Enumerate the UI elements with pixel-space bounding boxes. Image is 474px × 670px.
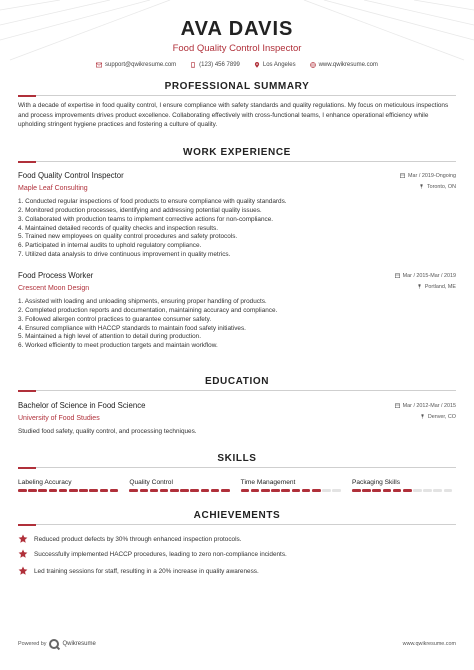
- skill-level-segment: [38, 489, 47, 492]
- list-item: 1. Assisted with loading and unloading shipments, ensuring proper handling of products.: [18, 298, 267, 305]
- skill-name: Labeling Accuracy: [18, 479, 72, 486]
- list-item: 6. Worked efficiently to meet production targets and maintain workflow.: [18, 342, 218, 350]
- skill-level-segment: [140, 489, 149, 492]
- skill-level-segment: [393, 489, 402, 492]
- candidate-role: Food Quality Control Inspector: [172, 43, 302, 54]
- job-bullets: [18, 198, 456, 260]
- skill-level-segment: [332, 489, 341, 492]
- skill-level-segment: [383, 489, 392, 492]
- job-entry-2: [18, 271, 456, 351]
- star-badge-icon: [18, 566, 28, 576]
- qwikresume-logo-icon: [49, 639, 59, 649]
- job-dates: Mar / 2015-Mar / 2019: [402, 273, 456, 279]
- job-bullets: [18, 298, 456, 351]
- phone-icon: [190, 62, 196, 68]
- job-meta: [395, 271, 456, 293]
- skill-level-bar: [241, 489, 345, 492]
- powered-by-label: Powered by: [18, 641, 47, 647]
- job-entry-1: [18, 171, 456, 260]
- page-footer: [18, 639, 456, 649]
- list-item: 5. Trained new employees on quality control procedures and safety protocols.: [18, 233, 238, 241]
- skill-level-segment: [423, 489, 432, 492]
- skill-level-bar: [18, 489, 122, 492]
- job-location: Toronto, ON: [426, 184, 456, 190]
- job-title: Food Quality Control Inspector: [18, 171, 124, 180]
- contact-email-text: support@qwikresume.com: [105, 62, 177, 68]
- skill-level-segment: [59, 489, 68, 492]
- globe-icon: [310, 62, 316, 68]
- education-rule: [18, 390, 456, 391]
- footer-website[interactable]: www.qwikresume.com: [402, 641, 456, 647]
- list-item: 1. Conducted regular inspections of food products to ensure compliance with quality standards.: [18, 198, 287, 205]
- achievement-item: [18, 566, 456, 576]
- calendar-icon: [400, 173, 405, 178]
- achievement-text: Led training sessions for staff, resulting in a 20% increase in quality awareness.: [34, 567, 259, 575]
- skill-level-segment: [160, 489, 169, 492]
- education-heading: EDUCATION: [204, 376, 270, 387]
- skill-level-segment: [261, 489, 270, 492]
- skill-level-segment: [251, 489, 260, 492]
- skill-level-segment: [221, 489, 230, 492]
- experience-rule: [18, 161, 456, 162]
- skill-item: [352, 479, 456, 492]
- skill-level-segment: [433, 489, 442, 492]
- map-pin-icon: [254, 62, 260, 68]
- list-item: 5. Maintained a high level of attention to detail during production.: [18, 333, 201, 341]
- job-title: Food Process Worker: [18, 271, 94, 280]
- education-description: Studied food safety, quality control, and processing techniques.: [18, 428, 197, 435]
- education-degree: Bachelor of Science in Food Science: [18, 401, 146, 410]
- skill-level-segment: [444, 489, 453, 492]
- skill-name: Quality Control: [129, 479, 173, 486]
- skill-level-segment: [413, 489, 422, 492]
- candidate-name: AVA DAVIS: [180, 18, 294, 40]
- brand-name: Qwikresume: [62, 641, 96, 647]
- list-item: 4. Ensured compliance with HACCP standards to maintain food safety initiatives.: [18, 324, 246, 332]
- skill-level-segment: [403, 489, 412, 492]
- skill-level-bar: [352, 489, 456, 492]
- skill-level-segment: [190, 489, 199, 492]
- summary-text: With a decade of expertise in food quality control, I ensure compliance with safety standards and quality regulations. My focus on meticulous inspections and process improvements drives product excellence. Collaborating effectively with cross-functional teams, I enhance operational efficiency while upholding stringent hygiene practices and fostering a culture of quality.: [18, 102, 449, 128]
- education-dates: Mar / 2012-Mar / 2015: [402, 403, 456, 409]
- skill-level-segment: [150, 489, 159, 492]
- pin-icon: [419, 184, 424, 189]
- skill-level-segment: [292, 489, 301, 492]
- education-school: University of Food Studies: [18, 415, 100, 422]
- contact-phone[interactable]: [190, 62, 240, 68]
- achievement-text: Successfully implemented HACCP procedures, leading to zero non-compliance incidents.: [34, 550, 287, 558]
- list-item: 6. Participated in internal audits to uphold regulatory compliance.: [18, 242, 202, 250]
- calendar-icon: [395, 403, 400, 408]
- skill-level-segment: [28, 489, 37, 492]
- skill-level-segment: [201, 489, 210, 492]
- envelope-icon: [96, 62, 102, 68]
- skill-level-segment: [110, 489, 119, 492]
- skill-name: Time Management: [240, 479, 296, 486]
- skill-level-segment: [372, 489, 381, 492]
- summary-rule: [18, 95, 456, 96]
- skill-level-segment: [352, 489, 361, 492]
- achievement-item: [18, 534, 456, 544]
- experience-heading: WORK EXPERIENCE: [183, 147, 291, 158]
- list-item: 4. Maintained detailed records of quality checks and inspection results.: [18, 224, 218, 232]
- contact-location-text: Los Angeles: [262, 62, 296, 68]
- skill-level-segment: [79, 489, 88, 492]
- skill-level-segment: [18, 489, 27, 492]
- skill-level-segment: [69, 489, 78, 492]
- resume-header: [0, 18, 474, 68]
- skill-level-segment: [302, 489, 311, 492]
- calendar-icon: [395, 273, 400, 278]
- skill-name: Packaging Skills: [351, 479, 400, 486]
- star-badge-icon: [18, 534, 28, 544]
- list-item: 2. Monitored production processes, identifying and addressing potential quality issues.: [18, 206, 262, 214]
- skill-level-segment: [241, 489, 250, 492]
- contact-email[interactable]: [96, 62, 176, 68]
- contact-location: [254, 62, 296, 68]
- achievement-text: Reduced product defects by 30% through enhanced inspection protocols.: [34, 535, 242, 543]
- skills-rule: [18, 467, 456, 468]
- achievement-item: [18, 549, 456, 559]
- skill-item: [241, 479, 345, 492]
- list-item: 7. Utilized data analysis to drive continuous improvement in quality metrics.: [18, 251, 231, 259]
- job-meta: [400, 171, 456, 193]
- star-badge-icon: [18, 549, 28, 559]
- job-location: Portland, ME: [424, 284, 456, 290]
- contact-phone-text: (123) 456 7899: [199, 62, 240, 68]
- skill-level-segment: [211, 489, 220, 492]
- summary-heading: PROFESSIONAL SUMMARY: [164, 81, 310, 92]
- skill-level-segment: [170, 489, 179, 492]
- skill-level-segment: [322, 489, 331, 492]
- skill-level-segment: [281, 489, 290, 492]
- list-item: 2. Completed production reports and documentation, maintaining accuracy and compliance.: [18, 306, 278, 314]
- list-item: 3. Followed allergen control practices to guarantee consumer safety.: [18, 315, 212, 323]
- job-dates: Mar / 2019-Ongoing: [408, 173, 456, 179]
- skill-level-segment: [271, 489, 280, 492]
- skills-heading: SKILLS: [217, 453, 257, 464]
- skill-level-segment: [180, 489, 189, 492]
- contact-website-text: www.qwikresume.com: [318, 62, 378, 68]
- skill-item: [18, 479, 122, 492]
- job-company: Maple Leaf Consulting: [18, 185, 88, 192]
- contact-website[interactable]: [310, 62, 378, 68]
- achievements-rule: [18, 524, 456, 525]
- skill-level-segment: [49, 489, 58, 492]
- skill-level-segment: [129, 489, 138, 492]
- skill-level-segment: [89, 489, 98, 492]
- job-company: Crescent Moon Design: [18, 285, 90, 292]
- education-location: Denver, CO: [427, 414, 456, 420]
- skill-level-bar: [129, 489, 233, 492]
- skill-level-segment: [100, 489, 109, 492]
- pin-icon: [420, 414, 425, 419]
- powered-by: [18, 639, 96, 649]
- contact-bar: [0, 62, 474, 68]
- skill-item: [129, 479, 233, 492]
- achievements-heading: ACHIEVEMENTS: [193, 510, 281, 521]
- pin-icon: [417, 284, 422, 289]
- education-meta: [395, 401, 456, 423]
- skill-level-segment: [362, 489, 371, 492]
- skill-level-segment: [312, 489, 321, 492]
- list-item: 3. Collaborated with production teams to implement corrective actions for non-compliance.: [18, 215, 274, 223]
- skills-list: [18, 479, 456, 492]
- education-entry: [18, 401, 456, 435]
